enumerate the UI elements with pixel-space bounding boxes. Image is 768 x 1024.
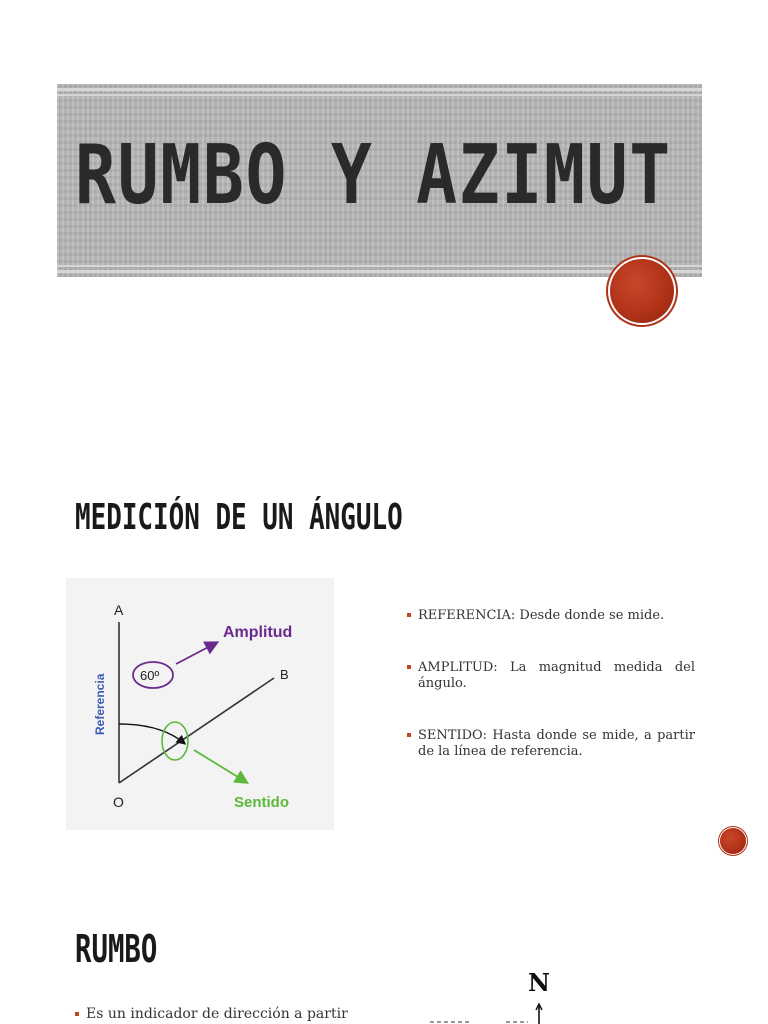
- list-item: [407, 608, 695, 624]
- banner-stripe: [57, 94, 702, 96]
- angle-value-label: 60º: [140, 668, 160, 683]
- bullet-marker-icon: [75, 1012, 79, 1016]
- bullet-text: AMPLITUD: La magnitud medida del ángulo.: [418, 660, 695, 691]
- point-o-label: O: [113, 794, 124, 810]
- amplitude-arrow: [176, 643, 216, 664]
- angle-arc: [119, 724, 184, 743]
- amplitude-label: Amplitud: [223, 624, 293, 641]
- banner-stripe: [57, 88, 702, 91]
- direction-label: Sentido: [234, 794, 289, 811]
- banner-stripe: [57, 270, 702, 273]
- bullet-text: Es un indicador de dirección a partir: [86, 1006, 348, 1022]
- compass-diagram: [420, 1000, 560, 1024]
- angle-diagram: [66, 578, 334, 830]
- banner-stripe: [57, 265, 702, 267]
- decorative-circle-icon: [610, 259, 674, 323]
- direction-circle: [162, 722, 188, 760]
- bullet-list: [407, 608, 695, 760]
- bullet-text: REFERENCIA: Desde donde se mide.: [418, 608, 665, 623]
- compass-north-label: N: [528, 968, 550, 997]
- decorative-circle-icon: [720, 828, 746, 854]
- angle-diagram-svg: [66, 578, 334, 830]
- line-ob: [119, 678, 274, 783]
- section-heading-rumbo: RUMBO: [75, 927, 158, 971]
- list-item: [407, 660, 695, 692]
- list-item: [407, 728, 695, 760]
- section-heading-medicion: MEDICIÓN DE UN ÁNGULO: [75, 497, 403, 538]
- direction-arrow: [194, 750, 246, 782]
- bullet-text: SENTIDO: Hasta donde se mide, a partir de la línea de referencia.: [418, 728, 695, 759]
- bullet-marker-icon: [407, 665, 411, 669]
- point-a-label: A: [114, 602, 124, 618]
- reference-label: Referencia: [93, 673, 107, 735]
- list-item: [75, 1005, 386, 1023]
- bullet-marker-icon: [407, 613, 411, 617]
- title-banner: [57, 84, 702, 277]
- bullet-marker-icon: [407, 733, 411, 737]
- slide-title: RUMBO Y AZIMUT: [75, 128, 672, 223]
- point-b-label: B: [280, 667, 289, 682]
